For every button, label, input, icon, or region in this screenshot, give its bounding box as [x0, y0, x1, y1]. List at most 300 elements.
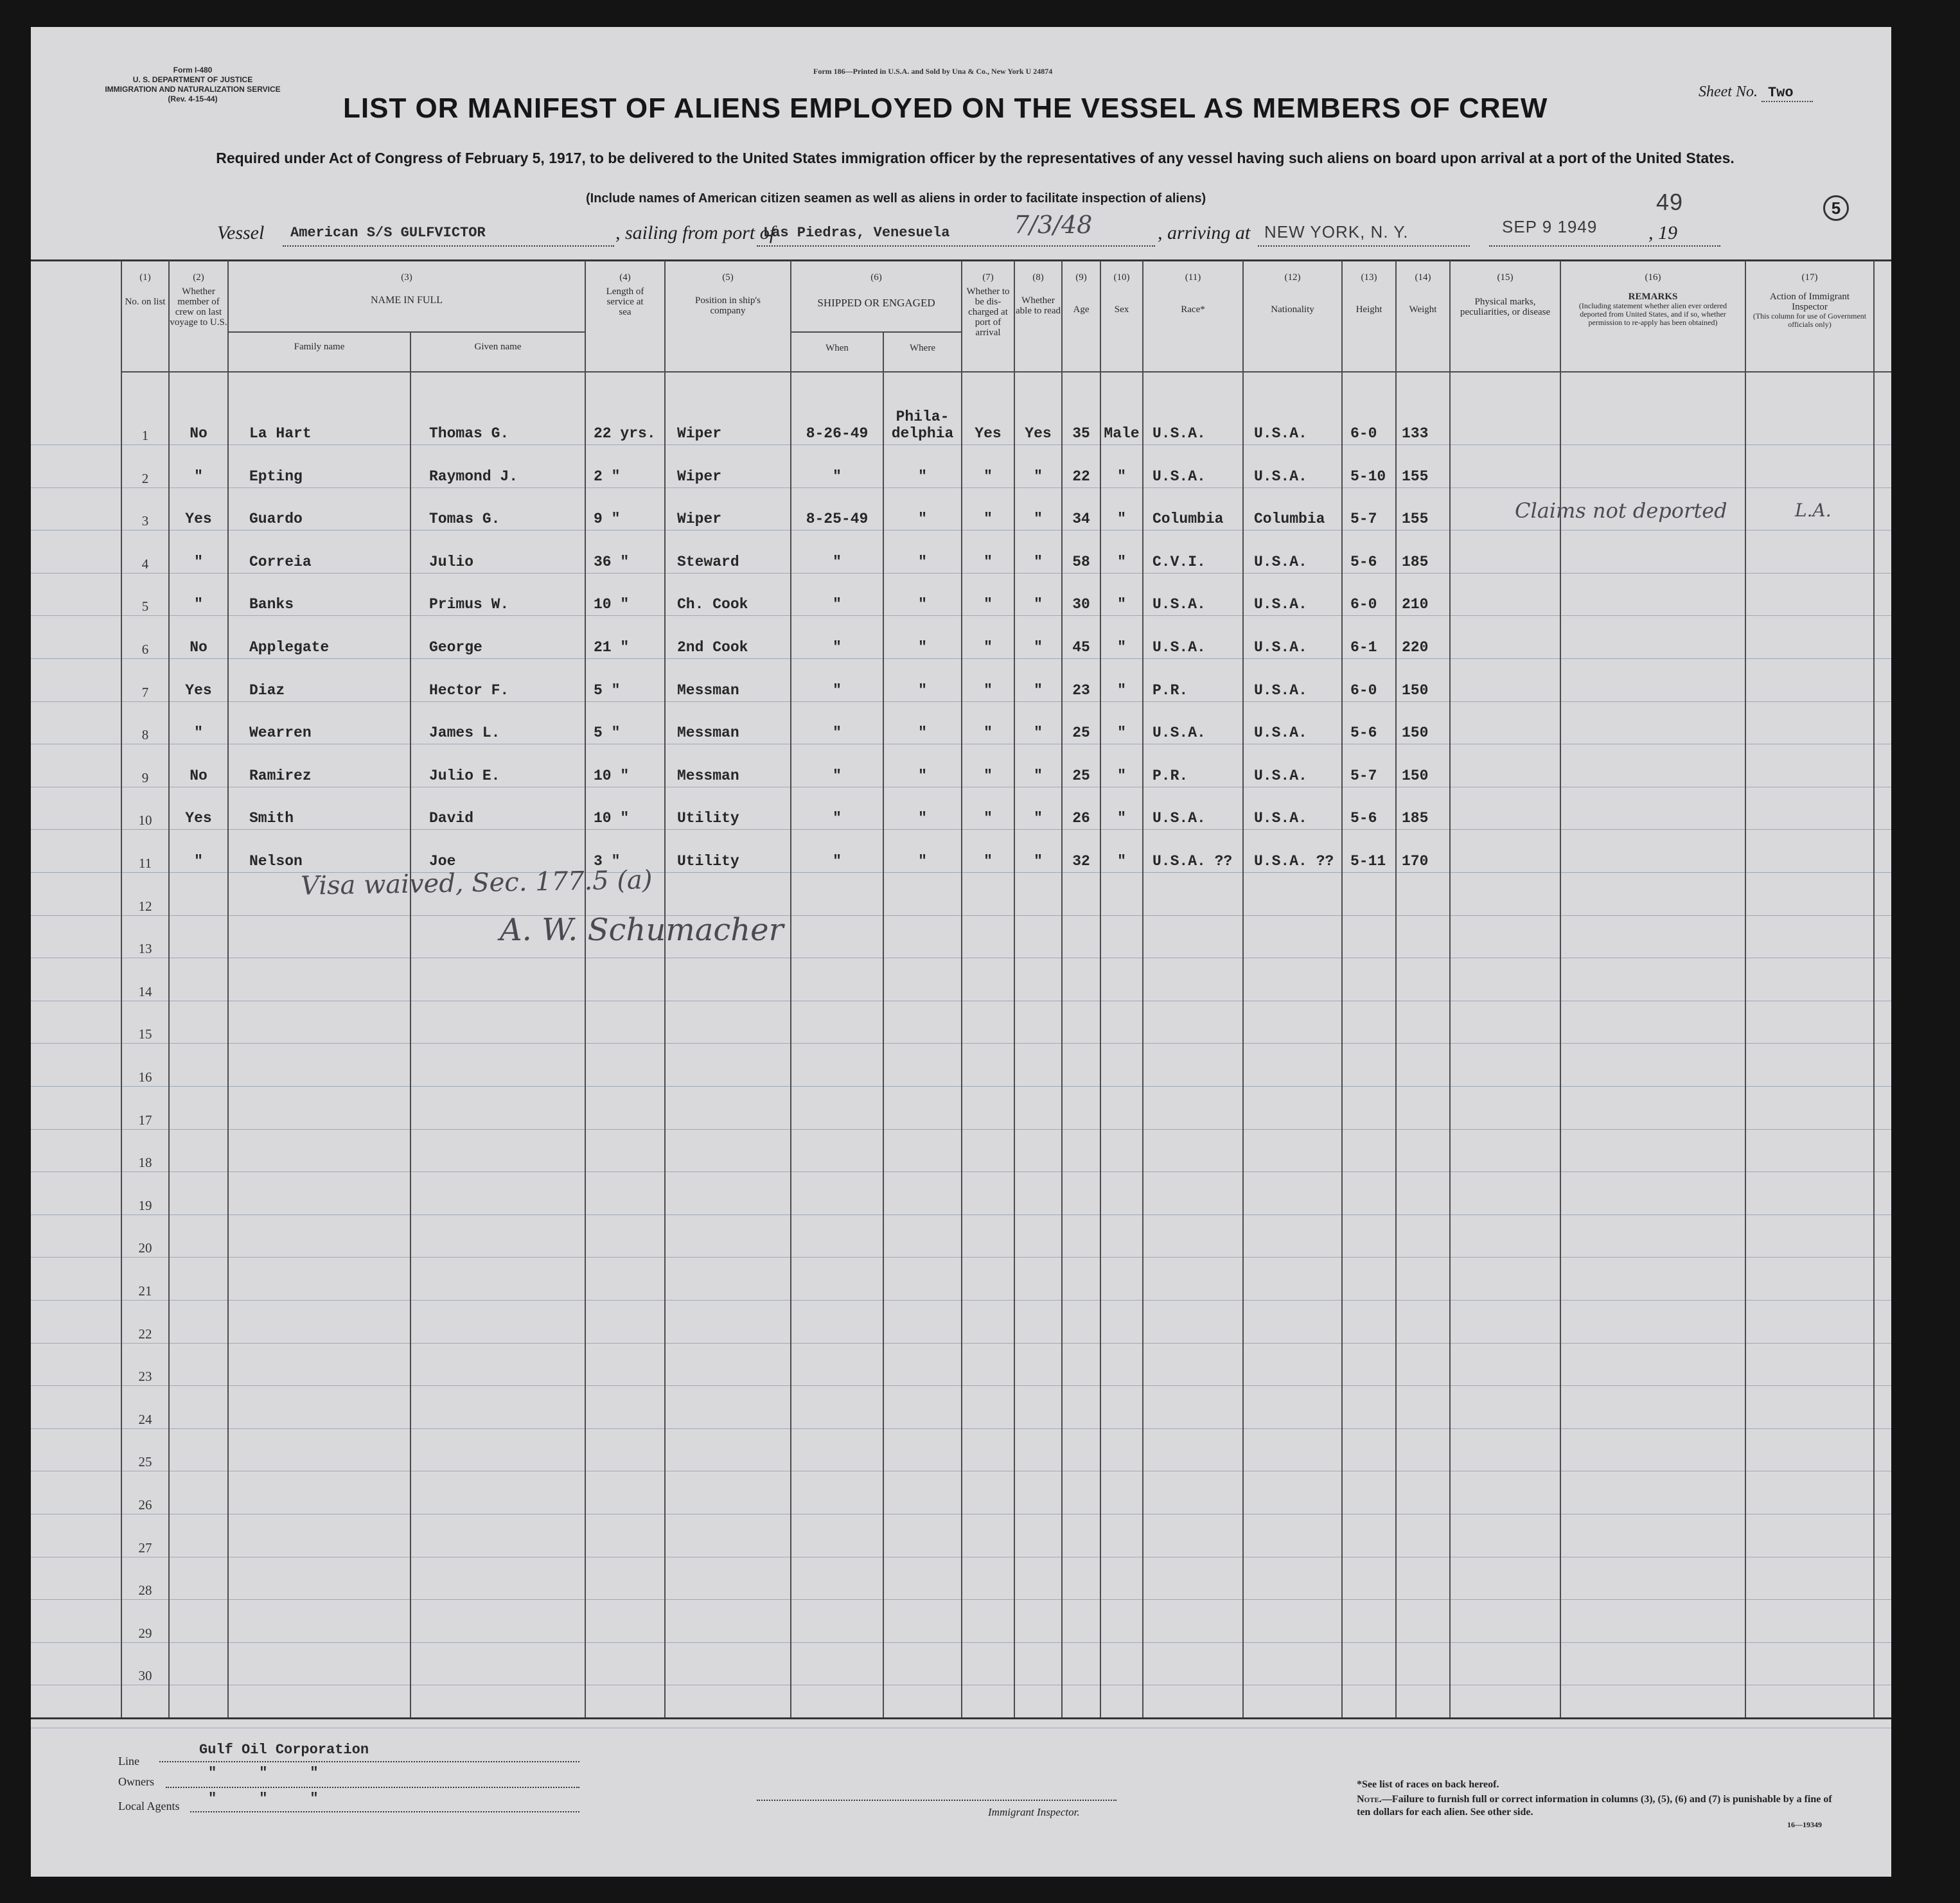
weight-cell: 185	[1402, 810, 1429, 827]
footer-agents-underline	[190, 1811, 579, 1812]
footer-line-underline	[159, 1761, 579, 1762]
col16-note: (Including statement whether alien ever ordered deported from United States, and if so, whether permission to re-apply has been obtained)	[1578, 301, 1727, 327]
sex-cell: "	[1117, 511, 1126, 527]
footer-agents-label: Local Agents	[118, 1800, 180, 1812]
shipped-subheader-line	[790, 331, 961, 333]
row-number: 9	[141, 770, 149, 785]
given-name-cell: George	[429, 639, 482, 656]
col-line	[1745, 261, 1746, 1717]
table-bottom-border	[31, 1717, 1891, 1719]
shipped-where-cell: "	[918, 724, 927, 741]
col11-num: (11)	[1185, 272, 1201, 283]
row-number: 4	[141, 556, 149, 572]
nationality-cell: U.S.A.	[1254, 639, 1307, 656]
col3-header	[229, 272, 585, 306]
sex-cell: "	[1117, 724, 1126, 741]
arriving-underline	[1258, 245, 1470, 247]
col-line	[664, 261, 666, 1717]
given-name-cell: Joe	[429, 853, 456, 870]
col14-label: Weight	[1409, 304, 1437, 315]
sex-cell: "	[1117, 468, 1126, 485]
col6-header	[791, 272, 961, 308]
col10-header	[1101, 272, 1142, 315]
row-number: 10	[138, 812, 152, 828]
sheet-label: Sheet No.	[1699, 83, 1758, 100]
discharged-cell: "	[984, 853, 993, 870]
sailing-underline	[757, 245, 1155, 247]
race-cell: U.S.A.	[1152, 810, 1206, 827]
vessel-name: American S/S GULFVICTOR	[290, 225, 486, 241]
shipped-when-cell: "	[833, 596, 842, 613]
row-number: 6	[141, 642, 149, 657]
row-number: 8	[141, 727, 149, 742]
position-cell: Messman	[677, 682, 739, 699]
discharged-cell: "	[984, 639, 993, 656]
inspector-signature-line	[757, 1800, 1117, 1801]
nationality-cell: U.S.A. ??	[1254, 853, 1334, 870]
col7-header	[962, 272, 1014, 338]
col1-label: No. on list	[125, 297, 166, 307]
service-length-cell: 5 "	[594, 682, 621, 699]
col15-label: Physical marks, peculiarities, or disease	[1460, 297, 1551, 317]
discharged-cell: "	[984, 682, 993, 699]
col9-num: (9)	[1075, 272, 1087, 283]
age-cell: 35	[1072, 425, 1090, 442]
col5-label: Position in ship's company	[695, 295, 761, 316]
weight-cell: 220	[1402, 639, 1429, 656]
col12-header	[1244, 272, 1341, 315]
weight-cell: 170	[1402, 853, 1429, 870]
col2-header	[170, 272, 227, 328]
col10-label: Sex	[1114, 304, 1129, 315]
nationality-cell: U.S.A.	[1254, 596, 1307, 613]
shipped-when-cell: 8-26-49	[806, 425, 869, 442]
arrival-date-stamp: SEP 9 1949	[1502, 217, 1598, 236]
sailing-port: Las Piedras, Venesuela	[763, 225, 950, 241]
weight-cell: 210	[1402, 596, 1429, 613]
last-voyage-cell: No	[190, 425, 207, 442]
year-underline	[1489, 245, 1720, 247]
race-cell: U.S.A. ??	[1152, 853, 1233, 870]
arriving-port: NEW YORK, N. Y.	[1264, 222, 1409, 241]
shipped-where-cell: "	[918, 511, 927, 527]
shipped-where-cell: "	[918, 468, 927, 485]
shipped-when-cell: "	[833, 554, 842, 570]
row-number: 3	[141, 513, 149, 529]
sex-cell: "	[1117, 639, 1126, 656]
last-voyage-cell: "	[194, 596, 203, 613]
able-to-read-cell: "	[1034, 853, 1043, 870]
page-title: LIST OR MANIFEST OF ALIENS EMPLOYED ON THE VESSEL AS MEMBERS OF CREW	[343, 92, 1548, 124]
row-number: 26	[138, 1497, 152, 1513]
age-cell: 58	[1072, 554, 1090, 570]
position-cell: Wiper	[677, 425, 722, 442]
col-line	[1395, 261, 1397, 1717]
nationality-cell: U.S.A.	[1254, 767, 1307, 784]
shipped-where-cell: "	[918, 810, 927, 827]
shipped-when-cell: "	[833, 639, 842, 656]
row-number: 17	[138, 1112, 152, 1128]
given-name-cell: Primus W.	[429, 596, 509, 613]
family-name-cell: Smith	[249, 810, 294, 827]
shipped-when-cell: "	[833, 810, 842, 827]
given-name-cell: Tomas G.	[429, 511, 500, 527]
able-to-read-cell: "	[1034, 639, 1043, 656]
sex-cell: "	[1117, 596, 1126, 613]
vessel-label: Vessel	[217, 222, 265, 243]
position-cell: Utility	[677, 853, 739, 870]
position-cell: Steward	[677, 554, 739, 570]
col-line	[883, 331, 884, 1717]
printer-line: Form 186—Printed in U.S.A. and Sold by Una & Co., New York U 24874	[813, 67, 1053, 76]
position-cell: Wiper	[677, 511, 722, 527]
shipped-where-cell: "	[918, 639, 927, 656]
row-number: 16	[138, 1069, 152, 1085]
last-voyage-cell: Yes	[185, 682, 212, 699]
sheet-mark-circle	[1823, 195, 1849, 221]
footer-owners-label: Owners	[118, 1775, 154, 1788]
col6-where-header: Where	[910, 343, 935, 353]
row-number: 14	[138, 984, 152, 999]
col16-num: (16)	[1645, 272, 1661, 283]
col-line	[1449, 261, 1451, 1717]
col-line	[410, 331, 411, 1717]
able-to-read-cell: "	[1034, 724, 1043, 741]
manifest-sheet	[31, 27, 1891, 1877]
able-to-read-cell: "	[1034, 682, 1043, 699]
shipped-when-cell: "	[833, 468, 842, 485]
height-cell: 6-1	[1350, 639, 1377, 656]
sheet-mark: 5	[1831, 198, 1841, 218]
name-subheader-line	[227, 331, 585, 333]
discharged-cell: "	[984, 596, 993, 613]
race-cell: U.S.A.	[1152, 724, 1206, 741]
row-number: 28	[138, 1583, 152, 1598]
shipped-where-cell: "	[918, 767, 927, 784]
col6-num: (6)	[870, 272, 882, 283]
arriving-label: , arriving at	[1158, 222, 1251, 243]
weight-cell: 150	[1402, 724, 1429, 741]
col-line	[585, 261, 586, 1717]
age-cell: 23	[1072, 682, 1090, 699]
height-cell: 5-7	[1350, 767, 1377, 784]
position-cell: Ch. Cook	[677, 596, 748, 613]
col9-header	[1063, 272, 1100, 315]
row-number: 7	[141, 685, 149, 700]
service-length-cell: 22 yrs.	[594, 425, 656, 442]
col12-num: (12)	[1284, 272, 1301, 283]
col14-num: (14)	[1415, 272, 1431, 283]
col12-label: Nationality	[1271, 304, 1314, 315]
service-length-cell: 36 "	[594, 554, 630, 570]
age-cell: 45	[1072, 639, 1090, 656]
last-voyage-cell: No	[190, 767, 207, 784]
age-cell: 26	[1072, 810, 1090, 827]
col2-num: (2)	[193, 272, 204, 283]
family-name-cell: Applegate	[249, 639, 330, 656]
able-to-read-cell: "	[1034, 810, 1043, 827]
row-number: 23	[138, 1369, 152, 1384]
position-cell: Messman	[677, 724, 739, 741]
table-header-bottom	[121, 371, 1891, 373]
service-length-cell: 21 "	[594, 639, 630, 656]
discharged-cell: "	[984, 511, 993, 527]
discharged-cell: "	[984, 468, 993, 485]
row-number: 2	[141, 471, 149, 486]
col3-family-header: Family name	[294, 342, 345, 352]
col-line	[121, 261, 122, 1717]
discharged-cell: "	[984, 554, 993, 570]
service-length-cell: 10 "	[594, 767, 630, 784]
col-line	[227, 261, 229, 1717]
col4-label: Length of service at sea	[606, 286, 644, 317]
row-number: 20	[138, 1240, 152, 1256]
form-code: 16—19349	[1787, 1820, 1822, 1829]
shipped-where-cell: "	[918, 682, 927, 699]
position-cell: 2nd Cook	[677, 639, 748, 656]
footer-owners-underline	[166, 1787, 579, 1788]
able-to-read-cell: "	[1034, 511, 1043, 527]
col6-label: SHIPPED OR ENGAGED	[817, 297, 935, 309]
race-cell: C.V.I.	[1152, 554, 1206, 570]
col4-num: (4)	[619, 272, 631, 283]
height-cell: 5-7	[1350, 511, 1377, 527]
able-to-read-cell: "	[1034, 554, 1043, 570]
age-cell: 25	[1072, 724, 1090, 741]
given-name-cell: Hector F.	[429, 682, 509, 699]
weight-cell: 185	[1402, 554, 1429, 570]
department-block	[90, 66, 296, 104]
height-cell: 5-10	[1350, 468, 1386, 485]
race-cell: P.R.	[1152, 767, 1188, 784]
signature-handwritten: A. W. Schumacher	[500, 912, 784, 948]
shipped-when-cell: "	[833, 682, 842, 699]
revision: (Rev. 4-15-44)	[168, 94, 218, 103]
col8-num: (8)	[1032, 272, 1044, 283]
department-name: U. S. DEPARTMENT OF JUSTICE	[132, 75, 253, 84]
sex-cell: "	[1117, 810, 1126, 827]
col-line	[1560, 261, 1561, 1717]
given-name-cell: David	[429, 810, 474, 827]
row-number: 21	[138, 1283, 152, 1299]
sex-cell: "	[1117, 767, 1126, 784]
height-cell: 5-6	[1350, 724, 1377, 741]
shipped-where-cell: "	[918, 596, 927, 613]
shipped-when-cell: "	[833, 767, 842, 784]
given-name-cell: Julio	[429, 554, 474, 570]
service-length-cell: 10 "	[594, 810, 630, 827]
col4-header	[586, 272, 664, 317]
shipped-when-cell: "	[833, 724, 842, 741]
year-stamp: 49	[1656, 189, 1684, 215]
family-name-cell: Banks	[249, 596, 294, 613]
include-note: (Include names of American citizen seamen as well as aliens in order to facilitate inspection of aliens)	[586, 191, 1206, 206]
col6-when-header: When	[825, 343, 849, 353]
col14-header	[1397, 272, 1449, 315]
position-cell: Utility	[677, 810, 739, 827]
service-length-cell: 5 "	[594, 724, 621, 741]
col13-header	[1343, 272, 1395, 315]
discharged-cell: "	[984, 767, 993, 784]
col3-given-header: Given name	[474, 342, 522, 352]
col-line	[1142, 261, 1143, 1717]
col17-note: (This column for use of Government officials only)	[1753, 311, 1867, 329]
col3-label: NAME IN FULL	[371, 295, 443, 306]
col13-num: (13)	[1361, 272, 1377, 283]
sex-cell: Male	[1104, 425, 1140, 442]
sex-cell: "	[1117, 554, 1126, 570]
nationality-cell: U.S.A.	[1254, 724, 1307, 741]
nationality-cell: Columbia	[1254, 511, 1325, 527]
height-cell: 6-0	[1350, 596, 1377, 613]
sheet-number-label	[1699, 83, 1813, 101]
age-cell: 34	[1072, 511, 1090, 527]
race-cell: P.R.	[1152, 682, 1188, 699]
col8-header	[1015, 272, 1061, 316]
given-name-cell: Julio E.	[429, 767, 500, 784]
col13-label: Height	[1355, 304, 1382, 315]
service-length-cell: 10 "	[594, 596, 630, 613]
family-name-cell: Epting	[249, 468, 303, 485]
shipped-when-cell: "	[833, 853, 842, 870]
weight-cell: 133	[1402, 425, 1429, 442]
age-cell: 25	[1072, 767, 1090, 784]
family-name-cell: Wearren	[249, 724, 312, 741]
vessel-underline	[283, 245, 614, 247]
age-cell: 22	[1072, 468, 1090, 485]
weight-cell: 150	[1402, 682, 1429, 699]
fine-note-text: —Failure to furnish full or correct information in columns (3), (5), (6) and (7) is punishable by a fine of ten dollars for each alien. See other side.	[1357, 1794, 1832, 1818]
races-note: *See list of races on back hereof.	[1357, 1779, 1499, 1790]
service-length-cell: 9 "	[594, 511, 621, 527]
able-to-read-cell: Yes	[1025, 425, 1052, 442]
race-cell: U.S.A.	[1152, 425, 1206, 442]
col11-label: Race*	[1181, 304, 1205, 315]
footer-line-label: Line	[118, 1755, 139, 1767]
row-number: 5	[141, 599, 149, 614]
height-cell: 5-11	[1350, 853, 1386, 870]
col10-num: (10)	[1113, 272, 1130, 283]
height-cell: 6-0	[1350, 682, 1377, 699]
last-voyage-cell: "	[194, 724, 203, 741]
row-number: 30	[138, 1668, 152, 1683]
col-line	[1873, 261, 1875, 1717]
shipped-when-cell: 8-25-49	[806, 511, 869, 527]
nationality-cell: U.S.A.	[1254, 554, 1307, 570]
sailing-label: , sailing from port of	[615, 222, 775, 243]
col-line	[1341, 261, 1343, 1717]
col16-label: REMARKS	[1628, 292, 1678, 302]
position-cell: Wiper	[677, 468, 722, 485]
able-to-read-cell: "	[1034, 767, 1043, 784]
nationality-cell: U.S.A.	[1254, 810, 1307, 827]
row-number: 11	[138, 855, 152, 871]
col11-header	[1143, 272, 1242, 315]
discharged-cell: "	[984, 810, 993, 827]
service-length-cell: 2 "	[594, 468, 621, 485]
given-name-cell: Raymond J.	[429, 468, 518, 485]
height-cell: 6-0	[1350, 425, 1377, 442]
age-cell: 30	[1072, 596, 1090, 613]
family-name-cell: La Hart	[249, 425, 312, 442]
discharged-cell: Yes	[975, 425, 1002, 442]
col15-num: (15)	[1497, 272, 1514, 283]
sheet-value: Two	[1761, 85, 1813, 102]
fine-note	[1357, 1793, 1845, 1819]
service-name: IMMIGRATION AND NATURALIZATION SERVICE	[105, 85, 281, 94]
race-cell: Columbia	[1152, 511, 1224, 527]
height-cell: 5-6	[1350, 554, 1377, 570]
able-to-read-cell: "	[1034, 468, 1043, 485]
age-cell: 32	[1072, 853, 1090, 870]
service-length-cell: 3 "	[594, 853, 621, 870]
form-number: Form I-480	[173, 66, 213, 75]
col16-header	[1561, 272, 1745, 327]
col-line	[1242, 261, 1244, 1717]
col9-label: Age	[1073, 304, 1090, 315]
last-voyage-cell: "	[194, 853, 203, 870]
row-number: 1	[141, 428, 149, 443]
col17-num: (17)	[1801, 272, 1818, 283]
sex-cell: "	[1117, 682, 1126, 699]
family-name-cell: Ramirez	[249, 767, 312, 784]
position-cell: Messman	[677, 767, 739, 784]
shipped-where-cell: "	[918, 853, 927, 870]
footer-owners-value: " " "	[208, 1765, 319, 1781]
col5-header	[666, 272, 790, 316]
row-number: 22	[138, 1326, 152, 1342]
inspector-label: Immigrant Inspector.	[988, 1806, 1080, 1818]
year-label: , 19	[1648, 222, 1677, 243]
race-cell: U.S.A.	[1152, 596, 1206, 613]
nationality-cell: U.S.A.	[1254, 682, 1307, 699]
weight-cell: 155	[1402, 468, 1429, 485]
visa-waived-handwritten: Visa waived, Sec. 177.5 (a)	[300, 865, 653, 901]
footer-agents-value: " " "	[208, 1791, 319, 1807]
row-number: 15	[138, 1026, 152, 1042]
shipped-where-cell: Phila- delphia	[891, 408, 954, 442]
sex-cell: "	[1117, 853, 1126, 870]
col15-header	[1451, 272, 1560, 317]
row-number: 24	[138, 1412, 152, 1427]
col17-label: Action of Immigrant Inspector	[1769, 292, 1850, 312]
last-voyage-cell: "	[194, 554, 203, 570]
race-cell: U.S.A.	[1152, 639, 1206, 656]
last-voyage-cell: Yes	[185, 810, 212, 827]
col3-num: (3)	[401, 272, 412, 283]
weight-cell: 150	[1402, 767, 1429, 784]
row-number: 19	[138, 1198, 152, 1213]
subtitle: Required under Act of Congress of February 5, 1917, to be delivered to the United States immigration officer by the representatives of any vessel having such aliens on board upon arrival at a port of the United States.	[216, 150, 1735, 166]
row-number: 13	[138, 941, 152, 956]
shipped-where-cell: "	[918, 554, 927, 570]
last-voyage-cell: No	[190, 639, 207, 656]
row-number: 29	[138, 1626, 152, 1641]
last-voyage-cell: Yes	[185, 511, 212, 527]
discharged-cell: "	[984, 724, 993, 741]
family-name-cell: Nelson	[249, 853, 303, 870]
col17-header	[1746, 272, 1873, 329]
col2-label: Whether member of crew on last voyage to U.S.	[170, 286, 227, 328]
col1-header	[122, 272, 168, 307]
col8-label: Whether able to read	[1016, 295, 1061, 316]
height-cell: 5-6	[1350, 810, 1377, 827]
sailing-date-handwritten: 7/3/48	[1014, 211, 1093, 239]
family-name-cell: Diaz	[249, 682, 285, 699]
family-name-cell: Correia	[249, 554, 312, 570]
col5-num: (5)	[722, 272, 734, 283]
given-name-cell: James L.	[429, 724, 500, 741]
